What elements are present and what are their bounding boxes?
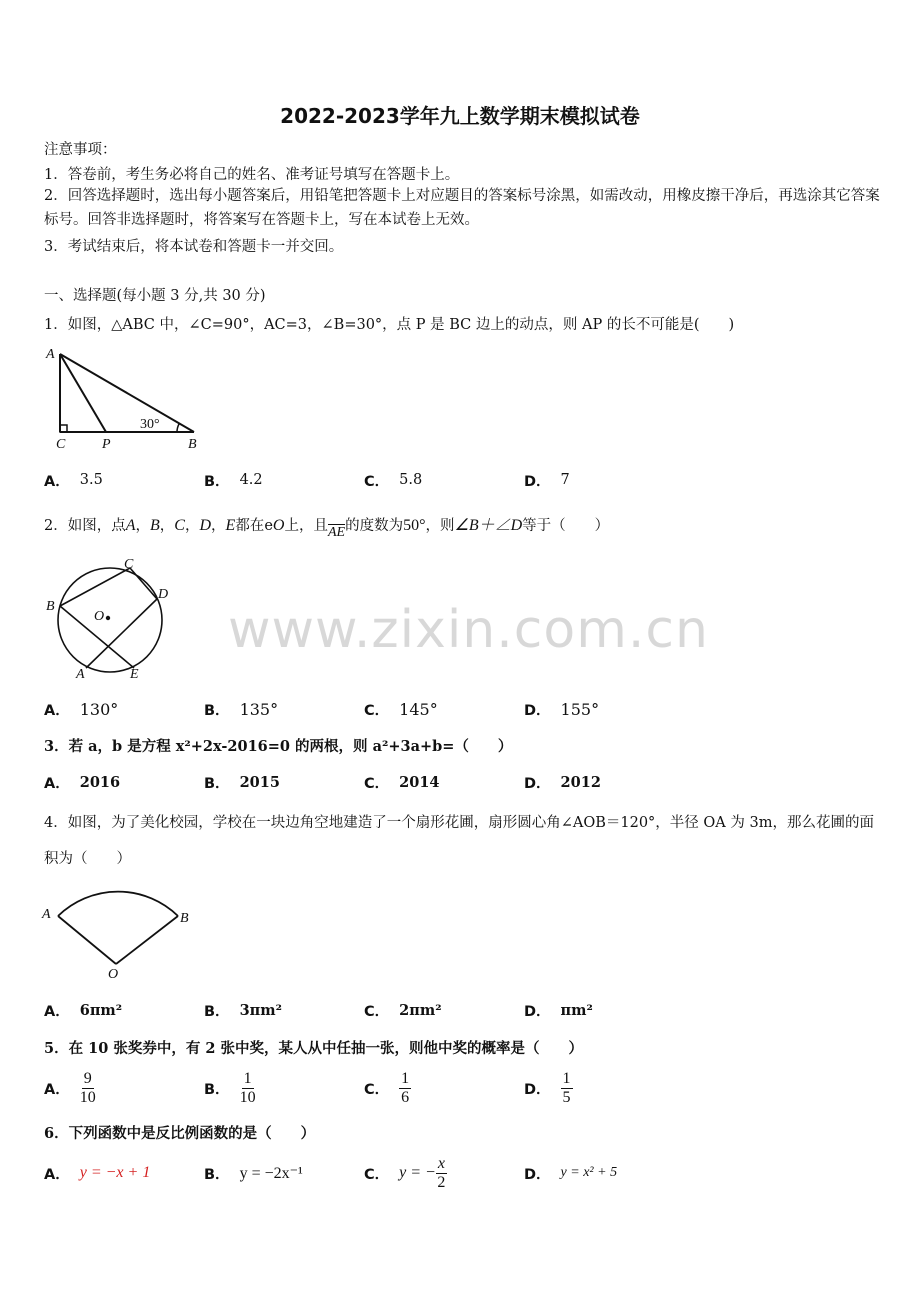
option-a[interactable]: A． 130° xyxy=(44,699,119,719)
option-a[interactable]: A． y = −x + 1 xyxy=(44,1164,151,1183)
notice-item-2: 2．回答选择题时，选出每小题答案后，用铅笔把答题卡上对应题目的答案标号涂黑，如需改动，用橡皮擦干净后，再选涂其它答案标号。回答非选择题时，将答案写在答题卡上，写在本试卷上无效。 xyxy=(44,188,880,228)
question-6-stem: 6．下列函数中是反比例函数的是（ ） xyxy=(44,1125,316,1142)
fig4-label-o: O xyxy=(108,967,119,980)
fig2-label-e: E xyxy=(130,667,139,682)
fraction: $\frac{x}{2}$ xyxy=(437,1154,446,1191)
option-d[interactable]: D． $\frac{1}{5}$ xyxy=(524,1069,571,1106)
option-d[interactable]: D． 155° xyxy=(524,699,600,719)
question-5-options xyxy=(44,1068,884,1108)
option-c[interactable]: C． y = − $\frac{x}{2}$ xyxy=(364,1154,446,1191)
option-a[interactable]: A． 6πm² xyxy=(44,1001,123,1020)
option-c[interactable]: C． 2014 xyxy=(364,773,440,792)
option-b[interactable]: B． 4.2 xyxy=(204,472,263,490)
option-b[interactable]: B． y = −2x⁻¹ xyxy=(204,1165,303,1183)
arc-ae: AE xyxy=(327,525,346,540)
question-2-stem: 2．如图，点A，B，C，D，E都在eO上，且AE的度数为50°，则∠B＋∠D等于（ ） xyxy=(44,517,610,540)
option-a[interactable]: A． 2016 xyxy=(44,773,121,792)
fig2-label-o: O xyxy=(94,609,105,624)
option-c[interactable]: C． 5.8 xyxy=(364,472,423,490)
fig1-label-a: A xyxy=(46,347,55,362)
fig1-label-b: B xyxy=(188,437,197,452)
option-b[interactable]: B． 135° xyxy=(204,699,279,719)
question-3-stem: 3．若 a，b 是方程 x²+2x-2016=0 的两根，则 a²+3a+b=（ ） xyxy=(44,738,513,755)
watermark: www.zixin.com.cn xyxy=(228,600,709,660)
fraction: $\frac{9}{10}$ xyxy=(79,1069,96,1106)
option-a[interactable]: A． 3.5 xyxy=(44,472,103,490)
sector-figure xyxy=(40,878,200,980)
option-b[interactable]: B． $\frac{1}{10}$ xyxy=(204,1069,256,1106)
page-title: 2022-2023学年九上数学期末模拟试卷 xyxy=(280,104,640,128)
fraction: $\frac{1}{10}$ xyxy=(239,1069,256,1106)
section-heading: 一、选择题(每小题 3 分,共 30 分) xyxy=(44,288,266,304)
question-2-options xyxy=(44,689,884,729)
notice-item-3: 3．考试结束后，将本试卷和答题卡一并交回。 xyxy=(44,239,344,255)
question-4-stem: 4．如图，为了美化校园，学校在一块边角空地建造了一个扇形花圃，扇形圆心角∠AOB＝120°，半径 OA 为 3m，那么花圃的面积为（ ） xyxy=(44,815,874,867)
fig1-label-p: P xyxy=(102,437,111,452)
option-b[interactable]: B． 2015 xyxy=(204,773,280,792)
fig2-label-c: C xyxy=(124,557,134,572)
question-6-options xyxy=(44,1153,884,1193)
option-d[interactable]: D． y = x² + 5 xyxy=(524,1165,618,1183)
fraction: $\frac{1}{6}$ xyxy=(401,1069,410,1106)
option-a[interactable]: A． $\frac{9}{10}$ xyxy=(44,1069,96,1106)
notice-item-1: 1．答卷前，考生务必将自己的姓名、准考证号填写在答题卡上。 xyxy=(44,167,460,183)
option-b[interactable]: B． 3πm² xyxy=(204,1001,282,1020)
circle-figure xyxy=(40,554,180,684)
option-d[interactable]: D． 7 xyxy=(524,472,570,490)
question-1-stem: 1．如图，△ABC 中，∠C=90°，AC=3，∠B=30°，点 P 是 BC 边上的动点，则 AP 的长不可能是( ) xyxy=(44,317,735,333)
option-d[interactable]: D． 2012 xyxy=(524,773,601,792)
fig2-label-b: B xyxy=(46,599,55,614)
fig2-label-d: D xyxy=(158,587,169,602)
fig4-label-b: B xyxy=(180,911,189,926)
question-5-stem: 5．在 10 张奖券中，有 2 张中奖，某人从中任抽一张，则他中奖的概率是（ ） xyxy=(44,1040,584,1057)
option-c[interactable]: C． 2πm² xyxy=(364,1001,442,1020)
question-3-options xyxy=(44,762,884,802)
option-c[interactable]: C． $\frac{1}{6}$ xyxy=(364,1069,410,1106)
option-d[interactable]: D． πm² xyxy=(524,1001,593,1020)
question-4-options xyxy=(44,990,884,1030)
fig1-label-c: C xyxy=(56,437,66,452)
fig1-label-angle: 30° xyxy=(140,417,160,432)
option-c[interactable]: C． 145° xyxy=(364,699,438,719)
triangle-figure xyxy=(44,342,214,454)
fig2-label-a: A xyxy=(76,667,85,682)
question-1-options xyxy=(44,460,884,500)
fraction: $\frac{1}{5}$ xyxy=(562,1069,571,1106)
notice-heading: 注意事项： xyxy=(44,142,117,158)
fig4-label-a: A xyxy=(42,907,51,922)
